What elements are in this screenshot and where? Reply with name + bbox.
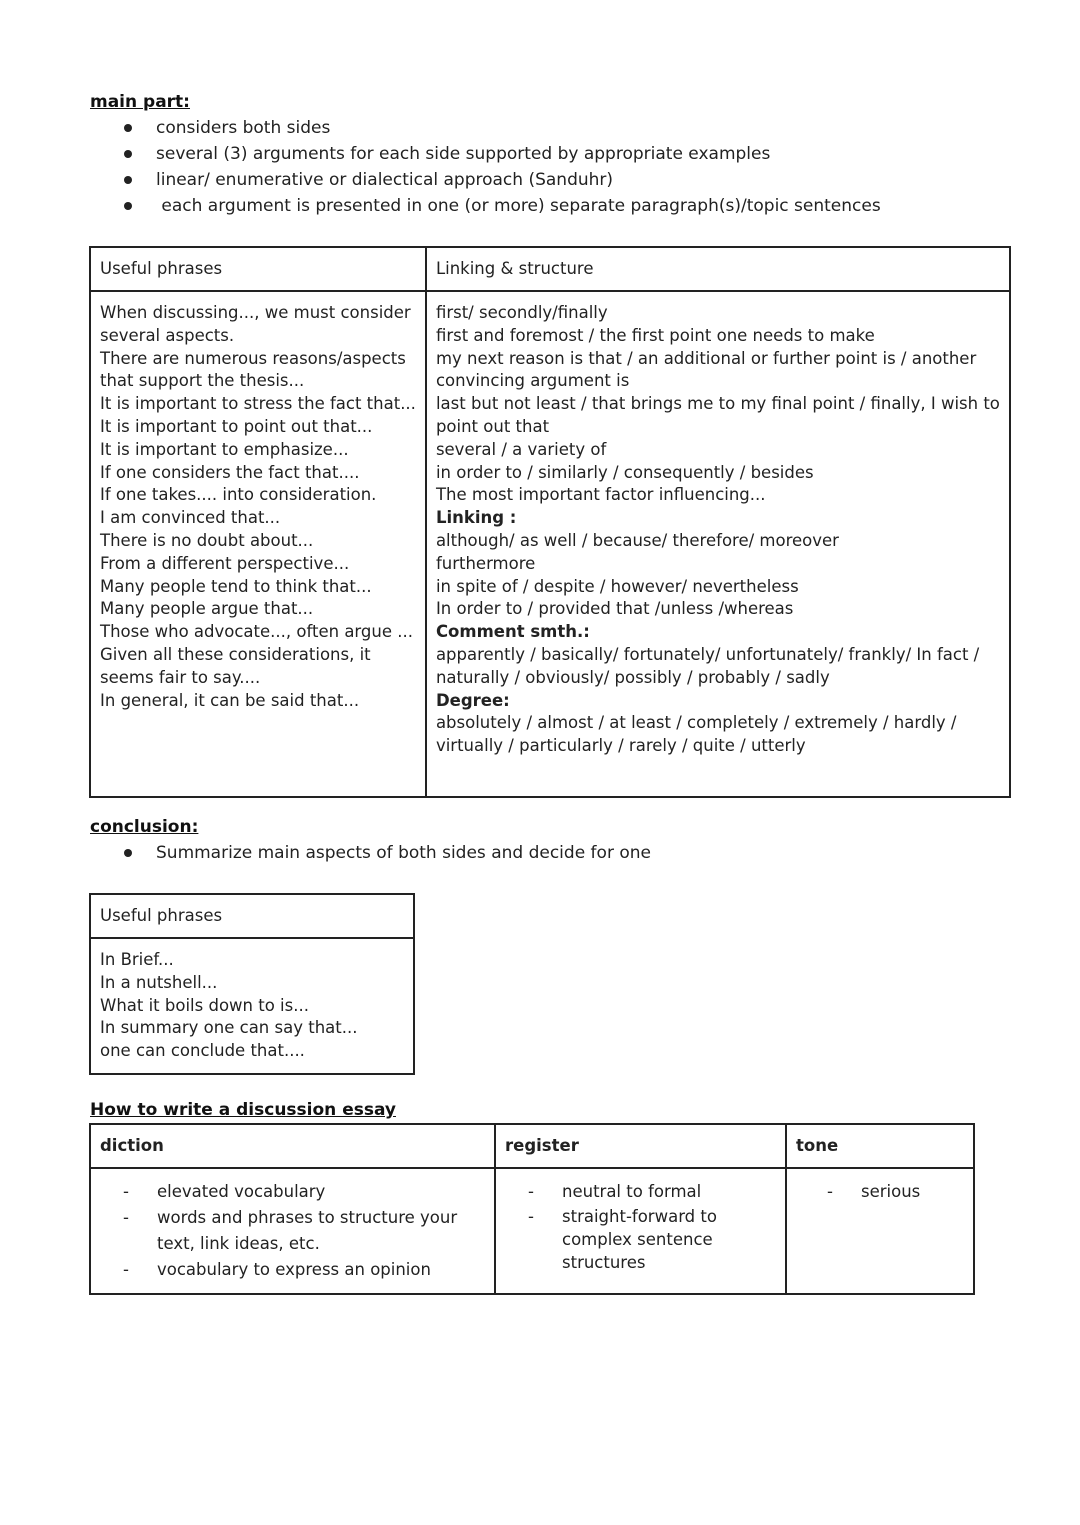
conclusion-phrases-table xyxy=(89,893,415,1075)
diction-list xyxy=(91,1179,494,1283)
bullet-icon xyxy=(124,124,132,132)
main-part-heading: main part: xyxy=(90,92,190,112)
list-item: each argument is presented in one (or more) separate paragraph(s)/topic sentences xyxy=(90,193,990,219)
list-item: - serious xyxy=(827,1182,921,1201)
bullet-icon xyxy=(124,150,132,158)
text-line: Many people argue that... xyxy=(100,599,314,619)
conclusion-phrases-lines xyxy=(100,949,404,1063)
text-line: several / a variety of xyxy=(435,439,607,459)
text-line: seems fair to say.... xyxy=(100,667,261,687)
list-item: several (3) arguments for each side supported by appropriate examples xyxy=(90,141,990,167)
text-line: Linking : xyxy=(435,508,517,528)
text-line: It is important to point out that... xyxy=(100,416,373,436)
text-line: Comment smth.: xyxy=(435,622,590,642)
text-line: absolutely / almost / at least / completely / extremely / hardly / xyxy=(435,713,957,733)
text-line: In summary one can say that... xyxy=(100,1018,358,1038)
text-line: I am convinced that... xyxy=(100,508,281,528)
text-line: point out that xyxy=(435,416,550,436)
table-header-tone: tone xyxy=(786,1124,974,1168)
text-line: furthermore xyxy=(435,553,536,573)
text-line: convincing argument is xyxy=(435,371,630,391)
bullet-icon xyxy=(124,176,132,184)
list-item: linear/ enumerative or dialectical approach (Sanduhr) xyxy=(90,167,990,193)
text-line: in spite of / despite / however/ nevertheless xyxy=(435,576,799,596)
table-header-diction: diction xyxy=(90,1124,495,1168)
linking-structure-lines xyxy=(436,302,1000,758)
register-cell xyxy=(495,1168,786,1294)
table-header-useful-phrases: Useful phrases xyxy=(90,247,426,291)
table-header-register: register xyxy=(495,1124,786,1168)
text-line: last but not least / that brings me to my final point / finally, I wish to xyxy=(435,394,1000,414)
tone-list xyxy=(787,1179,973,1205)
text-line: first and foremost / the first point one needs to make xyxy=(435,325,875,345)
how-to-heading: How to write a discussion essay xyxy=(90,1100,396,1120)
text-line: It is important to stress the fact that... xyxy=(100,394,416,414)
useful-phrases-table xyxy=(89,246,1011,798)
text-line: In Brief... xyxy=(100,950,174,969)
text-line: When discussing..., we must consider xyxy=(100,303,411,322)
text-line: It is important to emphasize... xyxy=(100,439,349,459)
text-line: From a different perspective... xyxy=(100,553,350,573)
list-item: - words and phrases to structure your text, link ideas, etc. xyxy=(123,1208,458,1253)
register-list xyxy=(496,1179,785,1274)
list-item: Summarize main aspects of both sides and decide for one xyxy=(90,840,990,866)
text-line: apparently / basically/ fortunately/ unfortunately/ frankly/ In fact / xyxy=(435,644,980,664)
list-item: - vocabulary to express an opinion xyxy=(123,1260,431,1279)
main-part-bullet-list xyxy=(90,115,990,219)
text-line: In order to / provided that /unless /whereas xyxy=(435,599,794,619)
text-line: If one considers the fact that.... xyxy=(100,462,360,482)
text-line: that support the thesis... xyxy=(100,371,305,391)
conclusion-phrases-cell xyxy=(90,938,414,1074)
text-line: in order to / similarly / consequently / besides xyxy=(435,462,814,482)
bullet-icon xyxy=(124,202,132,210)
useful-phrases-cell xyxy=(90,291,426,797)
table-header-useful-phrases: Useful phrases xyxy=(90,894,414,938)
text-line: Given all these considerations, it xyxy=(100,644,371,664)
conclusion-heading: conclusion: xyxy=(90,817,199,837)
text-line: There are numerous reasons/aspects xyxy=(100,348,406,368)
text-line: several aspects. xyxy=(100,325,235,345)
text-line: There is no doubt about... xyxy=(100,530,314,550)
text-line: If one takes.... into consideration. xyxy=(100,485,377,505)
text-line: What it boils down to is... xyxy=(100,995,309,1015)
text-line: Those who advocate..., often argue ... xyxy=(100,622,413,642)
list-item: - straight-forward to complex sentence structures xyxy=(528,1207,717,1272)
text-line: first/ secondly/finally xyxy=(435,303,608,322)
text-line: naturally / obviously/ possibly / probably / sadly xyxy=(435,667,830,687)
list-item: considers both sides xyxy=(90,115,990,141)
discussion-essay-table xyxy=(89,1123,975,1295)
diction-cell xyxy=(90,1168,495,1294)
useful-phrases-lines xyxy=(100,302,416,712)
text-line: one can conclude that.... xyxy=(100,1041,305,1061)
text-line: virtually / particularly / rarely / quite / utterly xyxy=(435,736,806,756)
linking-structure-cell xyxy=(426,291,1010,797)
text-line: Degree: xyxy=(435,690,510,710)
tone-cell xyxy=(786,1168,974,1294)
bullet-icon xyxy=(124,849,132,857)
text-line: Many people tend to think that... xyxy=(100,576,372,596)
table-header-linking-structure: Linking & structure xyxy=(426,247,1010,291)
conclusion-bullet-list xyxy=(90,840,990,866)
text-line: In a nutshell... xyxy=(100,972,218,992)
text-line: In general, it can be said that... xyxy=(100,690,360,710)
list-item: - neutral to formal xyxy=(528,1182,702,1201)
text-line: The most important factor influencing... xyxy=(435,485,766,505)
text-line: my next reason is that / an additional or further point is / another xyxy=(435,348,977,368)
list-item: - elevated vocabulary xyxy=(123,1182,326,1201)
text-line: although/ as well / because/ therefore/ moreover xyxy=(435,530,839,550)
